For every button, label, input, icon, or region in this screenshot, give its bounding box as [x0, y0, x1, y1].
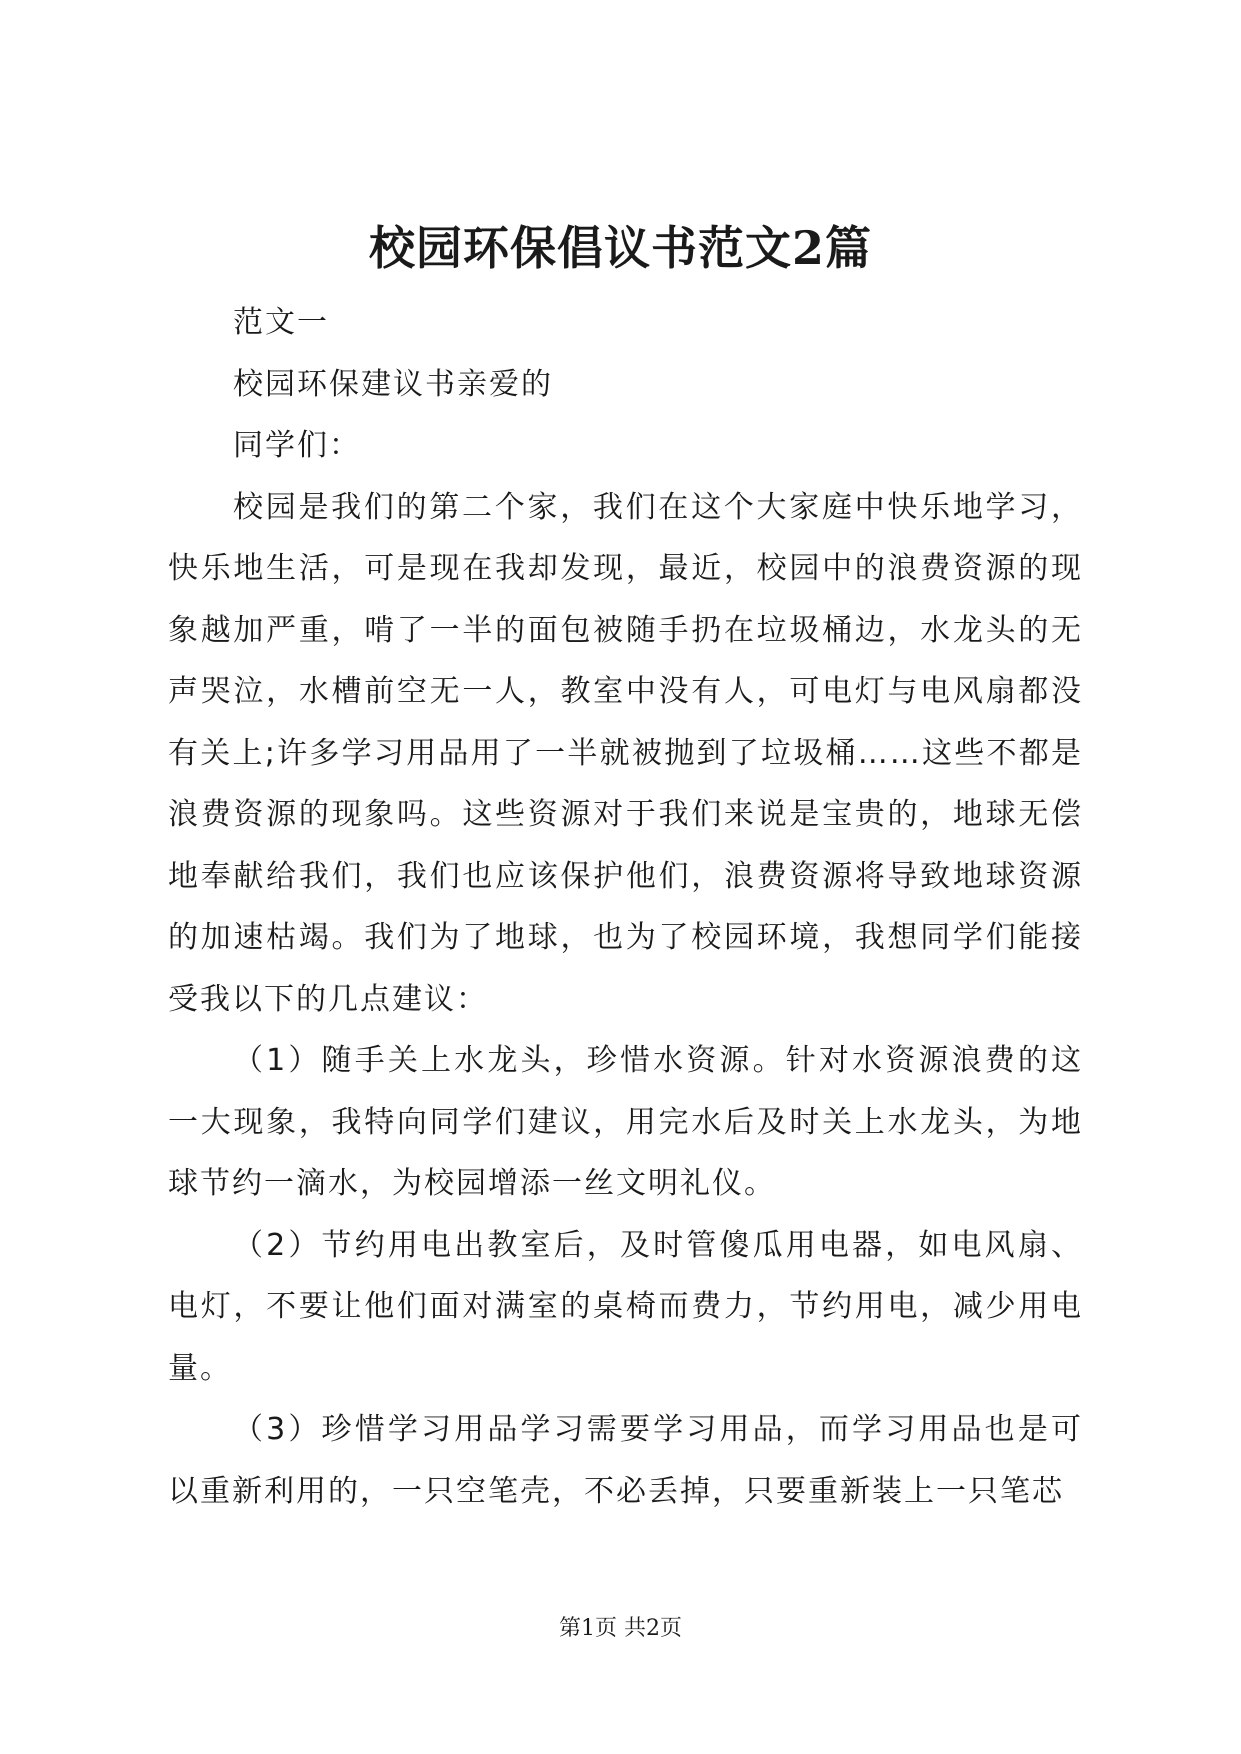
- letter-title: 校园环保建议书亲爱的: [233, 366, 553, 402]
- salutation: 同学们：: [233, 428, 361, 463]
- body-paragraph: （1）随手关上水龙头，珍惜水资源。针对水资源浪费的这一大现象，我特向同学们建议，用完水后及时关上水龙头，为地球节约一滴水，为校园增添一丝文明礼仪。: [168, 1043, 1083, 1201]
- section-heading: 范文一: [233, 305, 329, 340]
- body-paragraph: （2）节约用电出教室后，及时管傻瓜用电器，如电风扇、电灯，不要让他们面对满室的桌椅而费力，节约用电，减少用电量。: [168, 1227, 1083, 1386]
- page-number: 第1页 共2页: [559, 1616, 682, 1641]
- document-body: [168, 292, 1083, 1522]
- body-paragraph: 校园是我们的第二个家，我们在这个大家庭中快乐地学习，快乐地生活，可是现在我却发现，最近，校园中的浪费资源的现象越加严重，啃了一半的面包被随手扔在垃圾桶边，水龙头的无声哭泣，水槽前空无一人，教室中没有人，可电灯与电风扇都没有关上;许多学习用品用了一半就被抛到了垃圾桶……这些不都是浪费资源的现象吗。这些资源对于我们来说是宝贵的，地球无偿地奉献给我们，我们也应该保护他们，浪费资源将导致地球资源的加速枯竭。我们为了地球，也为了校园环境，我想同学们能接受我以下的几点建议：: [168, 489, 1083, 1017]
- document-title: 校园环保倡议书范文2篇: [368, 221, 872, 275]
- page-footer: [0, 1614, 1241, 1644]
- body-paragraph: （3）珍惜学习用品学习需要学习用品，而学习用品也是可以重新利用的，一只空笔壳，不必丢掉，只要重新装上一只笔芯: [168, 1412, 1083, 1509]
